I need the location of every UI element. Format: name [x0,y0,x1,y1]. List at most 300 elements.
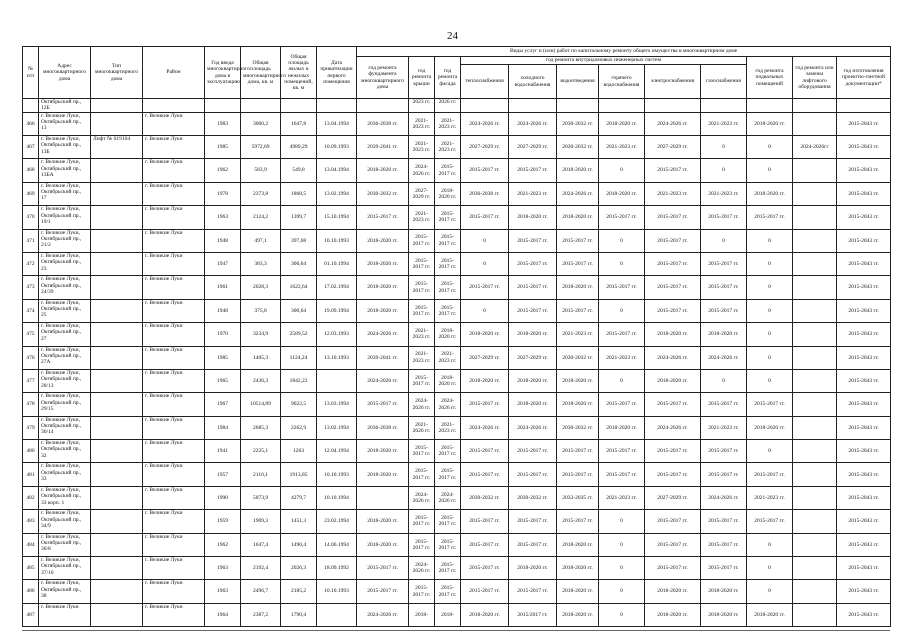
row-electric: 2024-2026 гг. [645,346,701,369]
row-address: г. Великие Луки, Октябрьский пр., 19/1 [39,206,91,229]
row-basement: 0 [747,440,793,463]
row-basement: 2015-2017 гг. [747,463,793,486]
row-roof: 2015-2017 гг. [409,252,435,275]
row-roof: 2021-2023 гг. [409,112,435,135]
row-electric: 2024-2026 гг. [645,112,701,135]
row-district: г. Великие Луки [143,323,205,346]
row-hot-water: 2015-2017 гг. [599,323,645,346]
row-type [91,557,143,580]
row-total-area: 497,1 [241,229,281,252]
row-living-area: 9022,5 [281,393,317,416]
table-row [23,159,891,182]
row-hot-water: 2021-2023 гг. [599,136,645,159]
row-number: 486 [23,580,39,603]
row-design-docs: 2015-2043 гг. [837,580,891,603]
row-design-docs: 2015-2043 гг. [837,206,891,229]
table-body [23,99,891,627]
row-privatization-date [317,369,357,392]
row-living-area: 1842,22 [281,369,317,392]
row-heating: 2024-2026 гг. [461,416,509,439]
row-number: 481 [23,463,39,486]
row-basement: 2015-2017 гг. [747,510,793,533]
row-sewer: 2018-2020 гг. [557,369,599,392]
row-cold-water: 2015-2017 гг. [509,252,557,275]
row-gas: 0 [701,159,747,182]
row-electric: 2015-2017 гг. [645,393,701,416]
row-number: 485 [23,557,39,580]
row-type [91,486,143,509]
row-total-area: 5073,9 [241,486,281,509]
row-cold-water: 2024-2026 гг. [509,416,557,439]
row-design-docs: 2015-2043 гг. [837,252,891,275]
row-cold-water: 2018-2020 гг. [509,206,557,229]
row-heating: 2015-2017 гг. [461,440,509,463]
row-cold-water: 2015-2017 гг. [509,276,557,299]
continuation-address: Октябрьский пр., 12Б [39,99,91,113]
row-privatization-date: 10.10.1994 [317,486,357,509]
continuation-row [23,99,891,113]
row-year: 1948 [205,299,241,322]
row-number: 479 [23,416,39,439]
row-gas: 2015-2017 гг. [701,463,747,486]
row-year: 1964 [205,603,241,626]
row-basement: 2021-2023 гг. [747,486,793,509]
row-gas: 2021-2023 гг. [701,416,747,439]
row-number: 466 [23,112,39,135]
header-roof: год ремонта крыши [409,57,435,99]
row-total-area: 2028,3 [241,276,281,299]
row-address: г. Великие Луки, Октябрьский пр., 38 [39,580,91,603]
row-hot-water: 0 [599,299,645,322]
row-foundation: 2024-2026 гг. [357,323,409,346]
row-elevator [793,510,837,533]
row-facade: 2018-2020 гг. [435,323,461,346]
row-year: 1962 [205,533,241,556]
row-facade: 2021-2023 гг. [435,416,461,439]
row-electric: 2015-2017 гг. [645,510,701,533]
row-total-area: 2225,1 [241,440,281,463]
row-address: г. Великие Луки, Октябрьский пр., 33 корп. 1 [39,486,91,509]
row-design-docs: 2015-2043 гг. [837,136,891,159]
row-year: 1947 [205,252,241,275]
row-roof: 2024-2026 гг. [409,486,435,509]
row-roof: 2021-2023 гг. [409,206,435,229]
row-type [91,299,143,322]
row-hot-water: 0 [599,510,645,533]
row-elevator [793,603,837,626]
row-living-area: 300,64 [281,299,317,322]
row-gas: 2018-2020 гг. [701,323,747,346]
row-gas: 2015-2017 гг. [701,557,747,580]
row-district: г. Великие Луки [143,580,205,603]
row-privatization-date: 19.09.1994 [317,299,357,322]
row-sewer: 2021-2023 гг. [557,323,599,346]
row-living-area: 1124,24 [281,346,317,369]
row-hot-water: 2015-2017 гг. [599,463,645,486]
row-district: г. Великие Луки [143,557,205,580]
row-year: 1990 [205,486,241,509]
row-foundation: 2018-2020 гг. [357,252,409,275]
row-design-docs: 2015-2043 гг. [837,159,891,182]
row-sewer: 2030-2032 гг. [557,346,599,369]
row-district: г. Великие Луки [143,136,205,159]
row-sewer: 2015-2017 гг. [557,229,599,252]
row-district: г. Великие Луки [143,299,205,322]
row-district: г. Великие Луки [143,206,205,229]
row-electric: 2021-2023 гг. [645,182,701,205]
row-elevator [793,369,837,392]
row-facade: 2024-2026 гг. [435,393,461,416]
row-number: 476 [23,346,39,369]
row-total-area: 375,8 [241,299,281,322]
row-cold-water: 2030-2032 гг. [509,486,557,509]
row-elevator [793,182,837,205]
row-address: г. Великие Луки, Октябрьский пр., 24/39 [39,276,91,299]
row-address: г. Великие Луки, Октябрьский пр., 13БА [39,159,91,182]
row-privatization-date: 14.06.1994 [317,533,357,556]
row-electric: 2024-2026 гг. [645,416,701,439]
row-facade: 2015-2017 гг. [435,206,461,229]
row-foundation: 2024-2026 гг. [357,603,409,626]
row-electric: 2015-2017 гг. [645,159,701,182]
row-elevator [793,323,837,346]
row-electric: 2015-2017 гг. [645,276,701,299]
row-cold-water: 2015-2017 гг. [509,580,557,603]
row-type [91,440,143,463]
row-cold-water: 2018-2020 гг. [509,393,557,416]
row-address: г. Великие Луки, Октябрьский пр., 13 [39,112,91,135]
bottom-rule [22,630,890,631]
row-sewer: 2024-2026 гг. [557,182,599,205]
table-row [23,206,891,229]
row-cold-water: 2018-2020 гг. [509,557,557,580]
row-design-docs: 2015-2043 гг. [837,440,891,463]
table-row [23,510,891,533]
table-row [23,557,891,580]
row-foundation: 2015-2017 гг. [357,557,409,580]
row-hot-water: 0 [599,603,645,626]
row-heating: 2015-2017 гг. [461,510,509,533]
row-elevator: 2024-2026гг [793,136,837,159]
row-electric: 2015-2017 гг. [645,252,701,275]
row-electric: 2018-2020 гг. [645,369,701,392]
row-basement: 0 [747,369,793,392]
row-design-docs: 2015-2043 гг. [837,369,891,392]
table-row [23,416,891,439]
row-cold-water: 2015-2017 гг. [509,229,557,252]
row-number: 478 [23,393,39,416]
row-year: 1962 [205,159,241,182]
row-sewer: 2015-2017 гг. [557,299,599,322]
row-living-area: 397,68 [281,229,317,252]
row-elevator [793,159,837,182]
row-living-area: 4279,7 [281,486,317,509]
row-privatization-date: 13.04.1994 [317,159,357,182]
table-row [23,580,891,603]
header-privatization: Дата приватизации первого помещения [317,47,357,99]
row-district: г. Великие Луки [143,276,205,299]
header-sewer: водоотведения [557,65,599,99]
row-privatization-date: 13.02.1994 [317,416,357,439]
row-basement: 2015-2017 гг. [747,206,793,229]
row-sewer: 2018-2020 гг. [557,159,599,182]
row-privatization-date: 23.02.1994 [317,510,357,533]
row-elevator [793,252,837,275]
row-basement: 0 [747,299,793,322]
row-address: г. Великие Луки [39,603,91,626]
row-roof: 2024-2026 гг. [409,393,435,416]
header-electric: электроснабжения [645,65,701,99]
row-sewer: 2015-2017 гг. [557,463,599,486]
row-electric: 2018-2020 гг. [645,603,701,626]
row-district: г. Великие Луки [143,346,205,369]
row-design-docs: 2015-2043 гг. [837,276,891,299]
row-heating: 2015-2017 гг. [461,206,509,229]
row-hot-water: 2018-2020 гг. [599,112,645,135]
table-row [23,393,891,416]
table-row [23,486,891,509]
row-basement: 0 [747,252,793,275]
row-roof: 2021-2023 гг. [409,346,435,369]
row-year: 1985 [205,136,241,159]
row-heating: 2015-2017 гг. [461,276,509,299]
row-total-area: 2436,3 [241,369,281,392]
row-number: 477 [23,369,39,392]
row-facade: 2015-2017 гг. [435,510,461,533]
row-sewer: 2018-2020 гг. [557,393,599,416]
row-electric: 2015-2017 гг. [645,229,701,252]
row-elevator [793,416,837,439]
row-basement: 2018-2020 гг. [747,182,793,205]
row-gas: 2021-2023 гг. [701,112,747,135]
row-elevator [793,346,837,369]
row-basement: 0 [747,159,793,182]
row-foundation [357,486,409,509]
row-privatization-date: 15.10.1994 [317,206,357,229]
row-district: г. Великие Луки [143,369,205,392]
row-year: 1959 [205,510,241,533]
row-number: 487 [23,603,39,626]
row-roof: 2015-2017 гг. [409,440,435,463]
row-privatization-date: 10.10.1993 [317,463,357,486]
row-privatization-date: 13.03.1994 [317,393,357,416]
row-living-area: 2185,2 [281,580,317,603]
row-number: 473 [23,276,39,299]
row-basement: 0 [747,323,793,346]
row-type [91,206,143,229]
row-type: Лифт № 019104 [91,136,143,159]
header-living-area: Общая площадь жилых и нежилых помещений, кв. м [281,47,317,99]
row-roof: 2021-2026 гг. [409,416,435,439]
row-total-area: 3234,9 [241,323,281,346]
row-number: 467 [23,136,39,159]
row-district: г. Великие Луки [143,440,205,463]
row-hot-water: 0 [599,159,645,182]
row-address: г. Великие Луки, Октябрьский пр., 28/13 [39,369,91,392]
row-privatization-date: 13.04.1994 [317,112,357,135]
row-cold-water: 2015-2017 гг. [509,299,557,322]
row-privatization-date: 13.02.1994 [317,182,357,205]
row-address: г. Великие Луки, Октябрьский пр., 17 [39,182,91,205]
row-year: 1941 [205,440,241,463]
row-basement: 2018-2020 гг. [747,112,793,135]
row-sewer: 2030-2032 гг. [557,112,599,135]
row-electric: 2027-2029 гг. [645,136,701,159]
row-living-area: 1913,85 [281,463,317,486]
table-row [23,533,891,556]
row-sewer: 2018-2020 гг. [557,276,599,299]
row-hot-water: 2015-2017 гг. [599,276,645,299]
row-number: 484 [23,533,39,556]
header-address: Адрес многоквартирного дома [39,47,91,99]
row-basement: 2018-2020 гг. [747,416,793,439]
header-total-area: Общая площадь многоквартирного дома, кв. м [241,47,281,99]
row-district: г. Великие Луки [143,533,205,556]
row-basement: 0 [747,136,793,159]
header-elevator: год ремонта или замены лифтового оборудования [793,57,837,99]
row-gas: 2021-2023 гг. [701,182,747,205]
row-facade: 2018-2020 гг. [435,369,461,392]
row-district: г. Великие Луки [143,416,205,439]
table-row [23,229,891,252]
row-basement: 0 [747,346,793,369]
capital-repair-table [22,46,891,627]
header-type: Тип многоквартирного дома [91,47,143,99]
row-gas: 2015-2017 гг. [701,533,747,556]
row-roof: 2018- [409,603,435,626]
row-electric: 2027-2029 гг. [645,486,701,509]
row-facade: 2021-2023 гг. [435,136,461,159]
row-year: 1978 [205,182,241,205]
row-electric: 2015-2017 гг. [645,206,701,229]
header-year: Год ввода многоквартирного дома в эксплуатацию [205,47,241,99]
row-year: 1983 [205,112,241,135]
row-facade: 2015-2017 гг. [435,276,461,299]
row-foundation: 2030-2032 гг. [357,182,409,205]
row-district: г. Великие Луки [143,603,205,626]
row-living-area: 549,8 [281,159,317,182]
row-elevator [793,276,837,299]
row-roof: 2024-2026 гг. [409,557,435,580]
row-heating: 2018-2020 гг. [461,323,509,346]
row-total-area: 2373,8 [241,182,281,205]
row-type [91,112,143,135]
row-facade: 2015-2017 гг. [435,229,461,252]
row-address: г. Великие Луки, Октябрьский пр., 21/2 [39,229,91,252]
row-heating: 0 [461,299,509,322]
row-foundation: 2018-2020 гг. [357,276,409,299]
row-hot-water: 0 [599,533,645,556]
row-heating: 2036-2038 гг. [461,182,509,205]
row-basement: 2015-2017 гг. [747,393,793,416]
continuation-roof: 2023 гг. [409,99,435,113]
table-row [23,136,891,159]
row-total-area: 383,3 [241,252,281,275]
row-facade: 2015-2017 гг. [435,580,461,603]
row-electric: 2018-2020 гг. [645,323,701,346]
row-hot-water: 2015-2017 гг. [599,393,645,416]
header-heating: теплоснабжения [461,65,509,99]
row-hot-water: 0 [599,580,645,603]
row-type [91,159,143,182]
row-type [91,346,143,369]
row-district: г. Великие Луки [143,252,205,275]
row-sewer: 2018-2020 гг. [557,580,599,603]
row-cold-water: 2015-2017 гг. [509,463,557,486]
row-design-docs: 2015-2043 гг. [837,182,891,205]
row-foundation: 2015-2017 гг. [357,393,409,416]
row-district: г. Великие Луки [143,393,205,416]
row-sewer: 2030-2032 гг. [557,416,599,439]
continuation-facade: 2026 гг. [435,99,461,113]
row-number: 469 [23,182,39,205]
row-living-area: 1263 [281,440,317,463]
row-hot-water: 0 [599,252,645,275]
row-privatization-date: 10.10.1993 [317,229,357,252]
row-gas: 2018-2020 гг. [701,580,747,603]
row-gas: 2015-2017 гг. [701,510,747,533]
row-design-docs: 2015-2043 гг. [837,510,891,533]
row-basement: 0 [747,276,793,299]
row-foundation: 2018-2020 гг. [357,463,409,486]
row-facade: 2015-2017 гг. [435,463,461,486]
row-cold-water: 2018-2020 гг. [509,323,557,346]
row-roof: 2027-2029 гг. [409,182,435,205]
row-type [91,323,143,346]
row-hot-water: 0 [599,557,645,580]
row-design-docs: 2015-2043 гг. [837,557,891,580]
row-hot-water: 2021-2023 гг. [599,346,645,369]
row-privatization-date: 13.10.1993 [317,346,357,369]
row-roof: 2015-2017 гг. [409,463,435,486]
row-privatization-date: 10.10.1993 [317,580,357,603]
row-hot-water: 2015-2017 гг. [599,206,645,229]
row-living-area: 1647,8 [281,112,317,135]
row-district: г. Великие Луки [143,463,205,486]
row-hot-water: 2018-2020 гг. [599,416,645,439]
row-total-area: 1405,3 [241,346,281,369]
table-header [23,47,891,99]
row-type [91,369,143,392]
row-gas: 2015-2017 гг. [701,252,747,275]
row-cold-water: 2024-2026 гг. [509,112,557,135]
row-gas: 0 [701,136,747,159]
header-systems-title: год ремонта внутридомовых инженерных систем [461,57,747,65]
capital-repair-table-sheet [22,46,890,629]
row-facade: 2024-2026 гг. [435,486,461,509]
row-heating: 0 [461,229,509,252]
row-living-area: 1399,7 [281,206,317,229]
row-basement: 0 [747,229,793,252]
row-facade: 2021-2023 гг. [435,346,461,369]
row-district: г. Великие Луки [143,510,205,533]
row-year: 1984 [205,416,241,439]
header-district: Район [143,47,205,99]
row-cold-water: 2018-2020 гг. [509,369,557,392]
row-privatization-date: 12.03.1993 [317,323,357,346]
row-address: г. Великие Луки, Октябрьский пр., 29/15 [39,393,91,416]
row-design-docs: 2015-2043 гг. [837,299,891,322]
row-sewer: 2033-2035 гг. [557,486,599,509]
row-foundation: 2036-2038 гг. [357,112,409,135]
row-design-docs: 2015-2043 гг. [837,603,891,626]
row-type [91,463,143,486]
row-cold-water: 2021-2023 гг. [509,182,557,205]
row-heating: 2015-2017 гг. [461,393,509,416]
row-roof: 2015-2017 гг. [409,580,435,603]
row-heating: 2018-2020 гг. [461,369,509,392]
row-foundation: 2024-2026 гг. [357,369,409,392]
